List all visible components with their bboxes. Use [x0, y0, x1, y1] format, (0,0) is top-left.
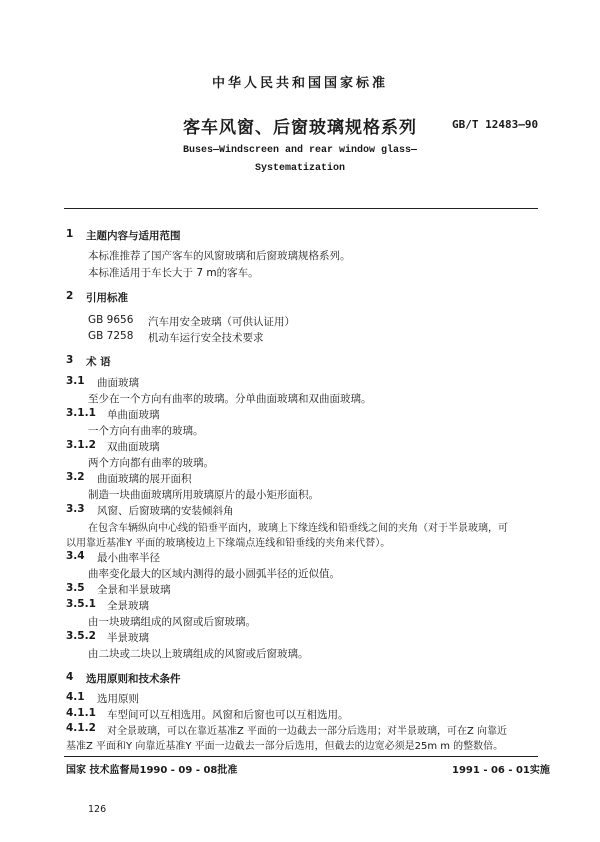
clause-text: 制造一块曲面玻璃所用玻璃原片的最小矩形面积。	[88, 489, 319, 501]
clause-number: 3.5.2	[66, 630, 96, 642]
clause-number: 4.1.2	[66, 722, 96, 734]
clause-text: 基准Z 平面和Y 向靠近基准Y 平面一边截去一部分后选用，但截去的边宽必须是25m m 的整数倍。	[66, 741, 504, 752]
clause-text: 曲率变化最大的区域内测得的最小圆弧半径的近似值。	[88, 568, 340, 580]
section-2-number: 2	[66, 290, 74, 302]
reference-code-1: GB 9656	[88, 314, 134, 326]
clause-number: 3.1.1	[66, 407, 96, 419]
section-4-title: 选用原则和技术条件	[86, 673, 181, 685]
section-3-title: 术 语	[86, 356, 111, 368]
clause-title: 选用原则	[97, 693, 139, 705]
clause-number: 3.1	[66, 375, 85, 387]
standard-code: GB/T 12483—90	[452, 118, 539, 131]
section-1-para-1: 本标准推荐了国产客车的风窗玻璃和后窗玻璃规格系列。	[88, 250, 351, 262]
section-2-title: 引用标准	[86, 292, 128, 304]
clause-title: 全景和半景玻璃	[97, 584, 171, 596]
clause-number: 3.3	[66, 503, 85, 515]
clause-number: 3.1.2	[66, 439, 96, 451]
clause-number: 4.1	[66, 691, 85, 703]
clause-number: 3.4	[66, 550, 85, 562]
clause-text: 在包含车辆纵向中心线的铅垂平面内，玻璃上下缘连线和铅垂线之间的夹角（对于半景玻璃，可	[88, 523, 508, 534]
implementation-date: 1991 - 06 - 01实施	[452, 765, 550, 776]
clause-number: 3.5.1	[66, 598, 96, 610]
section-3-number: 3	[66, 354, 74, 366]
clause-title: 风窗、后窗玻璃的安装倾斜角	[97, 505, 234, 517]
clause-text: 对全景玻璃，可以在靠近基准Z 平面的一边截去一部分后选用；对半景玻璃，可在Z 向靠近	[107, 726, 508, 737]
section-1-title: 主题内容与适用范围	[86, 230, 181, 242]
clause-title: 全景玻璃	[107, 600, 149, 612]
page-number: 126	[88, 804, 107, 815]
clause-text: 两个方向都有曲率的玻璃。	[88, 457, 214, 469]
clause-number: 3.2	[66, 471, 85, 483]
reference-code-2: GB 7258	[88, 330, 134, 342]
national-standard-heading: 中华人民共和国国家标准	[211, 76, 388, 91]
clause-text: 以用靠近基准Y 平面的玻璃棱边上下缘端点连线和铅垂线的夹角来代替）。	[66, 538, 391, 549]
clause-title: 最小曲率半径	[97, 552, 160, 564]
clause-title: 曲面玻璃	[97, 377, 139, 389]
clause-title: 双曲面玻璃	[107, 441, 160, 453]
english-title-line2: Systematization	[254, 163, 345, 174]
english-title-line1: Buses—Windscreen and rear window glass—	[182, 145, 418, 156]
clause-number: 3.5	[66, 582, 85, 594]
footer-divider	[64, 756, 538, 757]
clause-text: 至少在一个方向有曲率的玻璃。分单曲面玻璃和双曲面玻璃。	[88, 393, 372, 405]
clause-text: 由二块或二块以上玻璃组成的风窗或后窗玻璃。	[88, 648, 309, 660]
clause-title: 半景玻璃	[107, 632, 149, 644]
document-title: 客车风窗、后窗玻璃规格系列	[183, 118, 417, 138]
reference-name-1: 汽车用安全玻璃（可供认证用）	[148, 316, 295, 328]
clause-title: 曲面玻璃的展开面积	[97, 473, 192, 485]
reference-name-2: 机动车运行安全技术要求	[148, 332, 264, 344]
section-1-number: 1	[66, 228, 74, 240]
clause-title: 单曲面玻璃	[107, 409, 160, 421]
header-divider	[64, 208, 538, 209]
clause-text: 一个方向有曲率的玻璃。	[88, 425, 204, 437]
section-1-para-2: 本标准适用于车长大于 7 m的客车。	[88, 267, 259, 279]
clause-text: 车型间可以互相选用。风窗和后窗也可以互相选用。	[107, 709, 349, 721]
clause-number: 4.1.1	[66, 707, 96, 719]
clause-text: 由一块玻璃组成的风窗或后窗玻璃。	[88, 616, 256, 628]
section-4-number: 4	[66, 671, 74, 683]
approval-date: 国家 技术监督局1990 - 09 - 08批准	[66, 765, 238, 776]
